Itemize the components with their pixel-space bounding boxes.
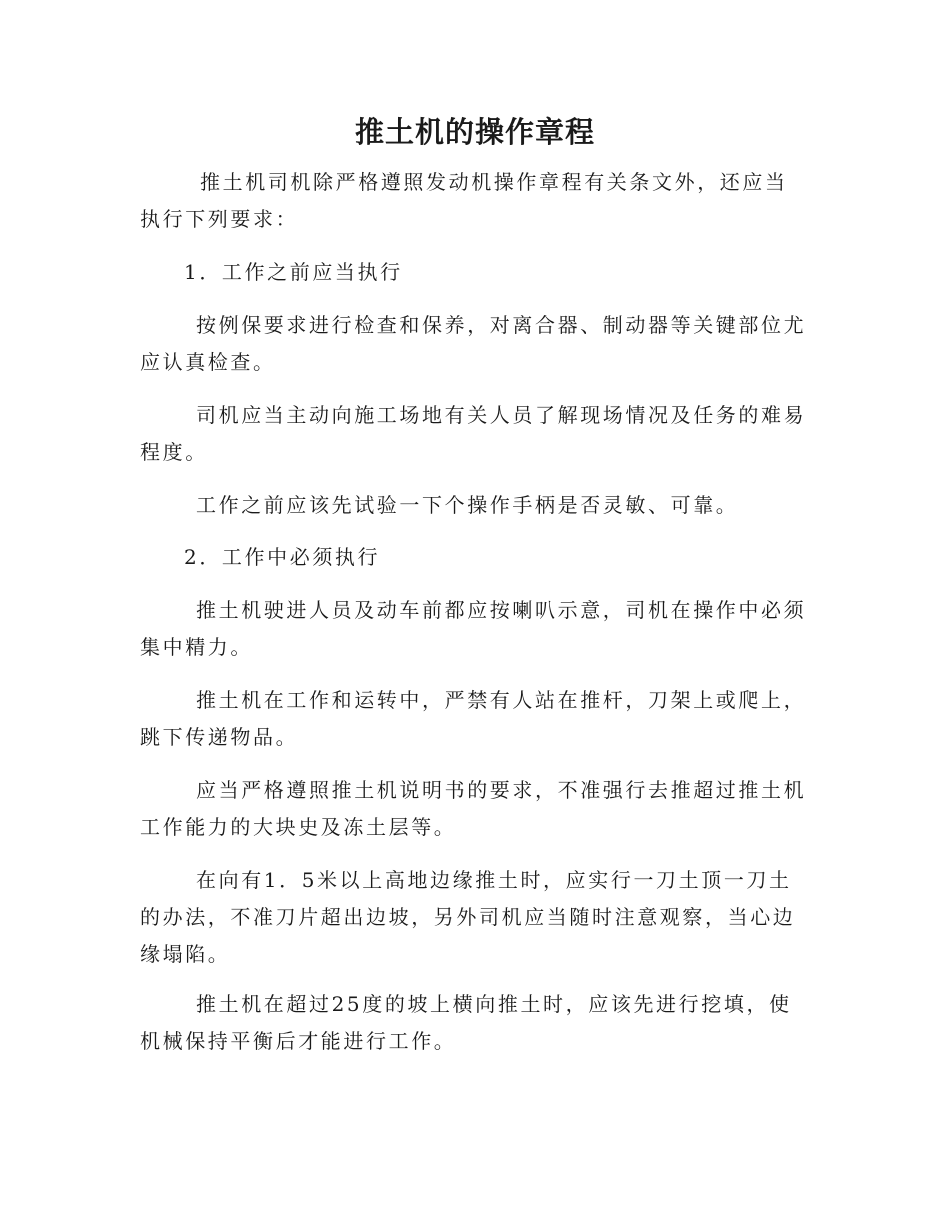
section-2-paragraph-2: 推土机在工作和运转中，严禁有人站在推杆，刀架上或爬上，跳下传递物品。 bbox=[140, 688, 807, 749]
section-2-paragraph-1: 推土机驶进人员及动车前都应按喇叭示意，司机在操作中必须集中精力。 bbox=[140, 598, 807, 659]
section-2-paragraph-5: 推土机在超过25度的坡上横向推土时，应该先进行挖填，使机械保持平衡后才能进行工作。 bbox=[140, 992, 792, 1053]
section-1-heading: 1．工作之前应当执行 bbox=[184, 260, 403, 284]
section-2-paragraph-4: 在向有1．5米以上高地边缘推土时，应实行一刀土顶一刀土的办法，不准刀片超出边坡，另外司机应当随时注意观察，当心边缘塌陷。 bbox=[140, 868, 796, 966]
intro-paragraph: 推土机司机除严格遵照发动机操作章程有关条文外，还应当执行下列要求： bbox=[140, 170, 788, 231]
document-title: 推土机的操作章程 bbox=[354, 115, 595, 149]
section-1-paragraph-1: 按例保要求进行检查和保养，对离合器、制动器等关键部位尤应认真检查。 bbox=[140, 313, 807, 374]
section-1-paragraph-3: 工作之前应该先试验一下个操作手柄是否灵敏、可靠。 bbox=[196, 493, 739, 517]
section-1-paragraph-2: 司机应当主动向施工场地有关人员了解现场情况及任务的难易程度。 bbox=[140, 403, 807, 464]
section-2-paragraph-3: 应当严格遵照推土机说明书的要求，不准强行去推超过推土机工作能力的大块史及冻土层等。 bbox=[140, 778, 807, 839]
section-2-heading: 2．工作中必须执行 bbox=[184, 545, 381, 569]
